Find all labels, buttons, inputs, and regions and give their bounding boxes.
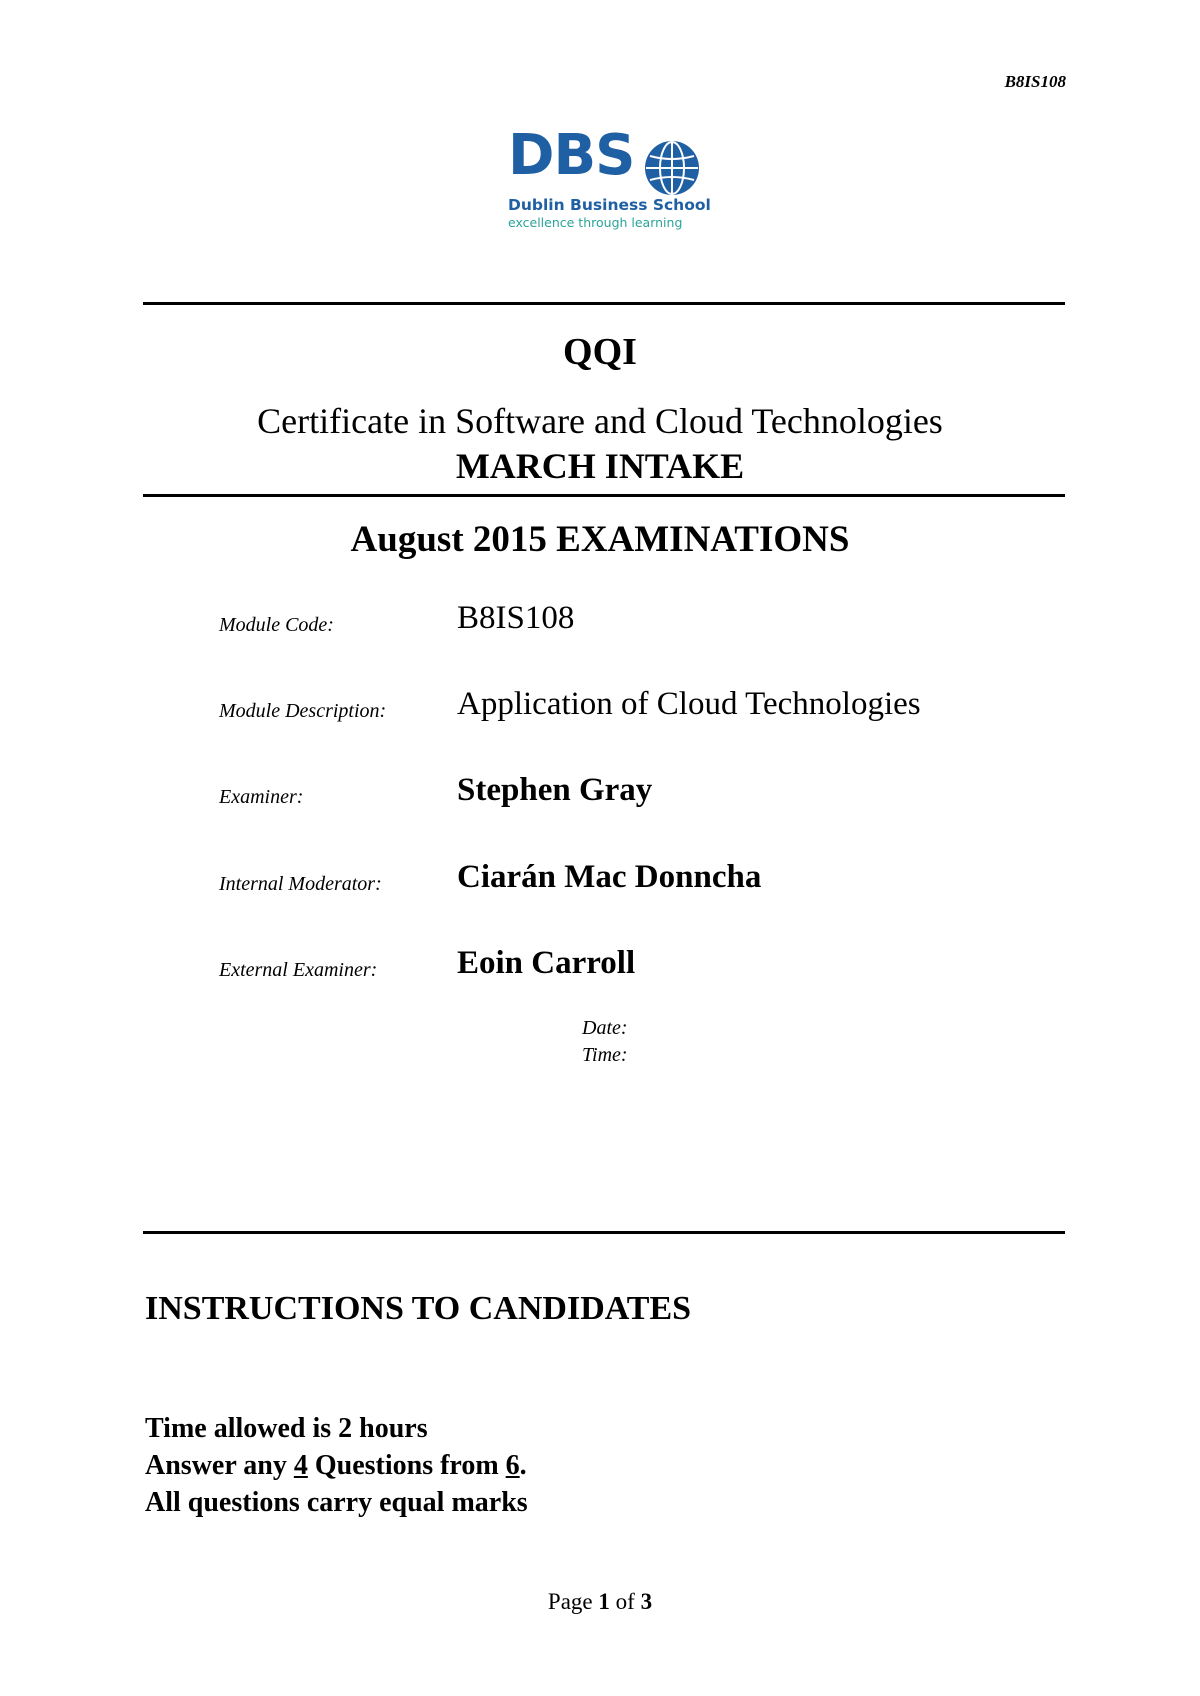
external-examiner-label: External Examiner: (219, 959, 378, 981)
total-pages: 3 (640, 1589, 653, 1614)
divider-bottom (143, 1231, 1065, 1234)
examiner-label: Examiner: (219, 786, 304, 808)
module-description-value: Application of Cloud Technologies (457, 686, 921, 722)
external-examiner-value: Eoin Carroll (457, 945, 636, 981)
dbs-logo (508, 123, 711, 232)
date-label: Date: (582, 1017, 628, 1039)
divider-top (143, 302, 1065, 305)
instruction-time-allowed: Time allowed is 2 hours (145, 1413, 428, 1444)
examiner-value: Stephen Gray (457, 772, 653, 808)
instructions-title: INSTRUCTIONS TO CANDIDATES (145, 1290, 692, 1327)
intake-title: MARCH INTAKE (455, 446, 745, 486)
logo-school-name: Dublin Business School (508, 196, 711, 214)
questions-total-count: 6 (505, 1450, 520, 1481)
questions-required-count: 4 (293, 1450, 308, 1481)
module-description-label: Module Description: (219, 700, 387, 722)
current-page: 1 (598, 1589, 610, 1614)
exam-session-title: August 2015 EXAMINATIONS (350, 519, 850, 560)
page-number: Page 1 of 3 (547, 1589, 653, 1614)
module-code-label: Module Code: (219, 614, 334, 636)
divider-middle (143, 494, 1065, 497)
internal-moderator-label: Internal Moderator: (219, 873, 382, 895)
logo-abbreviation: DBS (508, 123, 635, 188)
instruction-equal-marks: All questions carry equal marks (145, 1487, 528, 1518)
awarding-body: QQI (563, 331, 637, 373)
internal-moderator-value: Ciarán Mac Donncha (457, 859, 762, 895)
module-code-value: B8IS108 (457, 600, 575, 636)
time-label: Time: (582, 1044, 628, 1066)
logo-tagline: excellence through learning (508, 215, 683, 230)
instruction-answer-count: Answer any 4 Questions from 6. (145, 1450, 527, 1481)
globe-icon (644, 140, 700, 196)
header-module-code: B8IS108 (1004, 72, 1066, 91)
certificate-title: Certificate in Software and Cloud Technologies (257, 401, 943, 441)
